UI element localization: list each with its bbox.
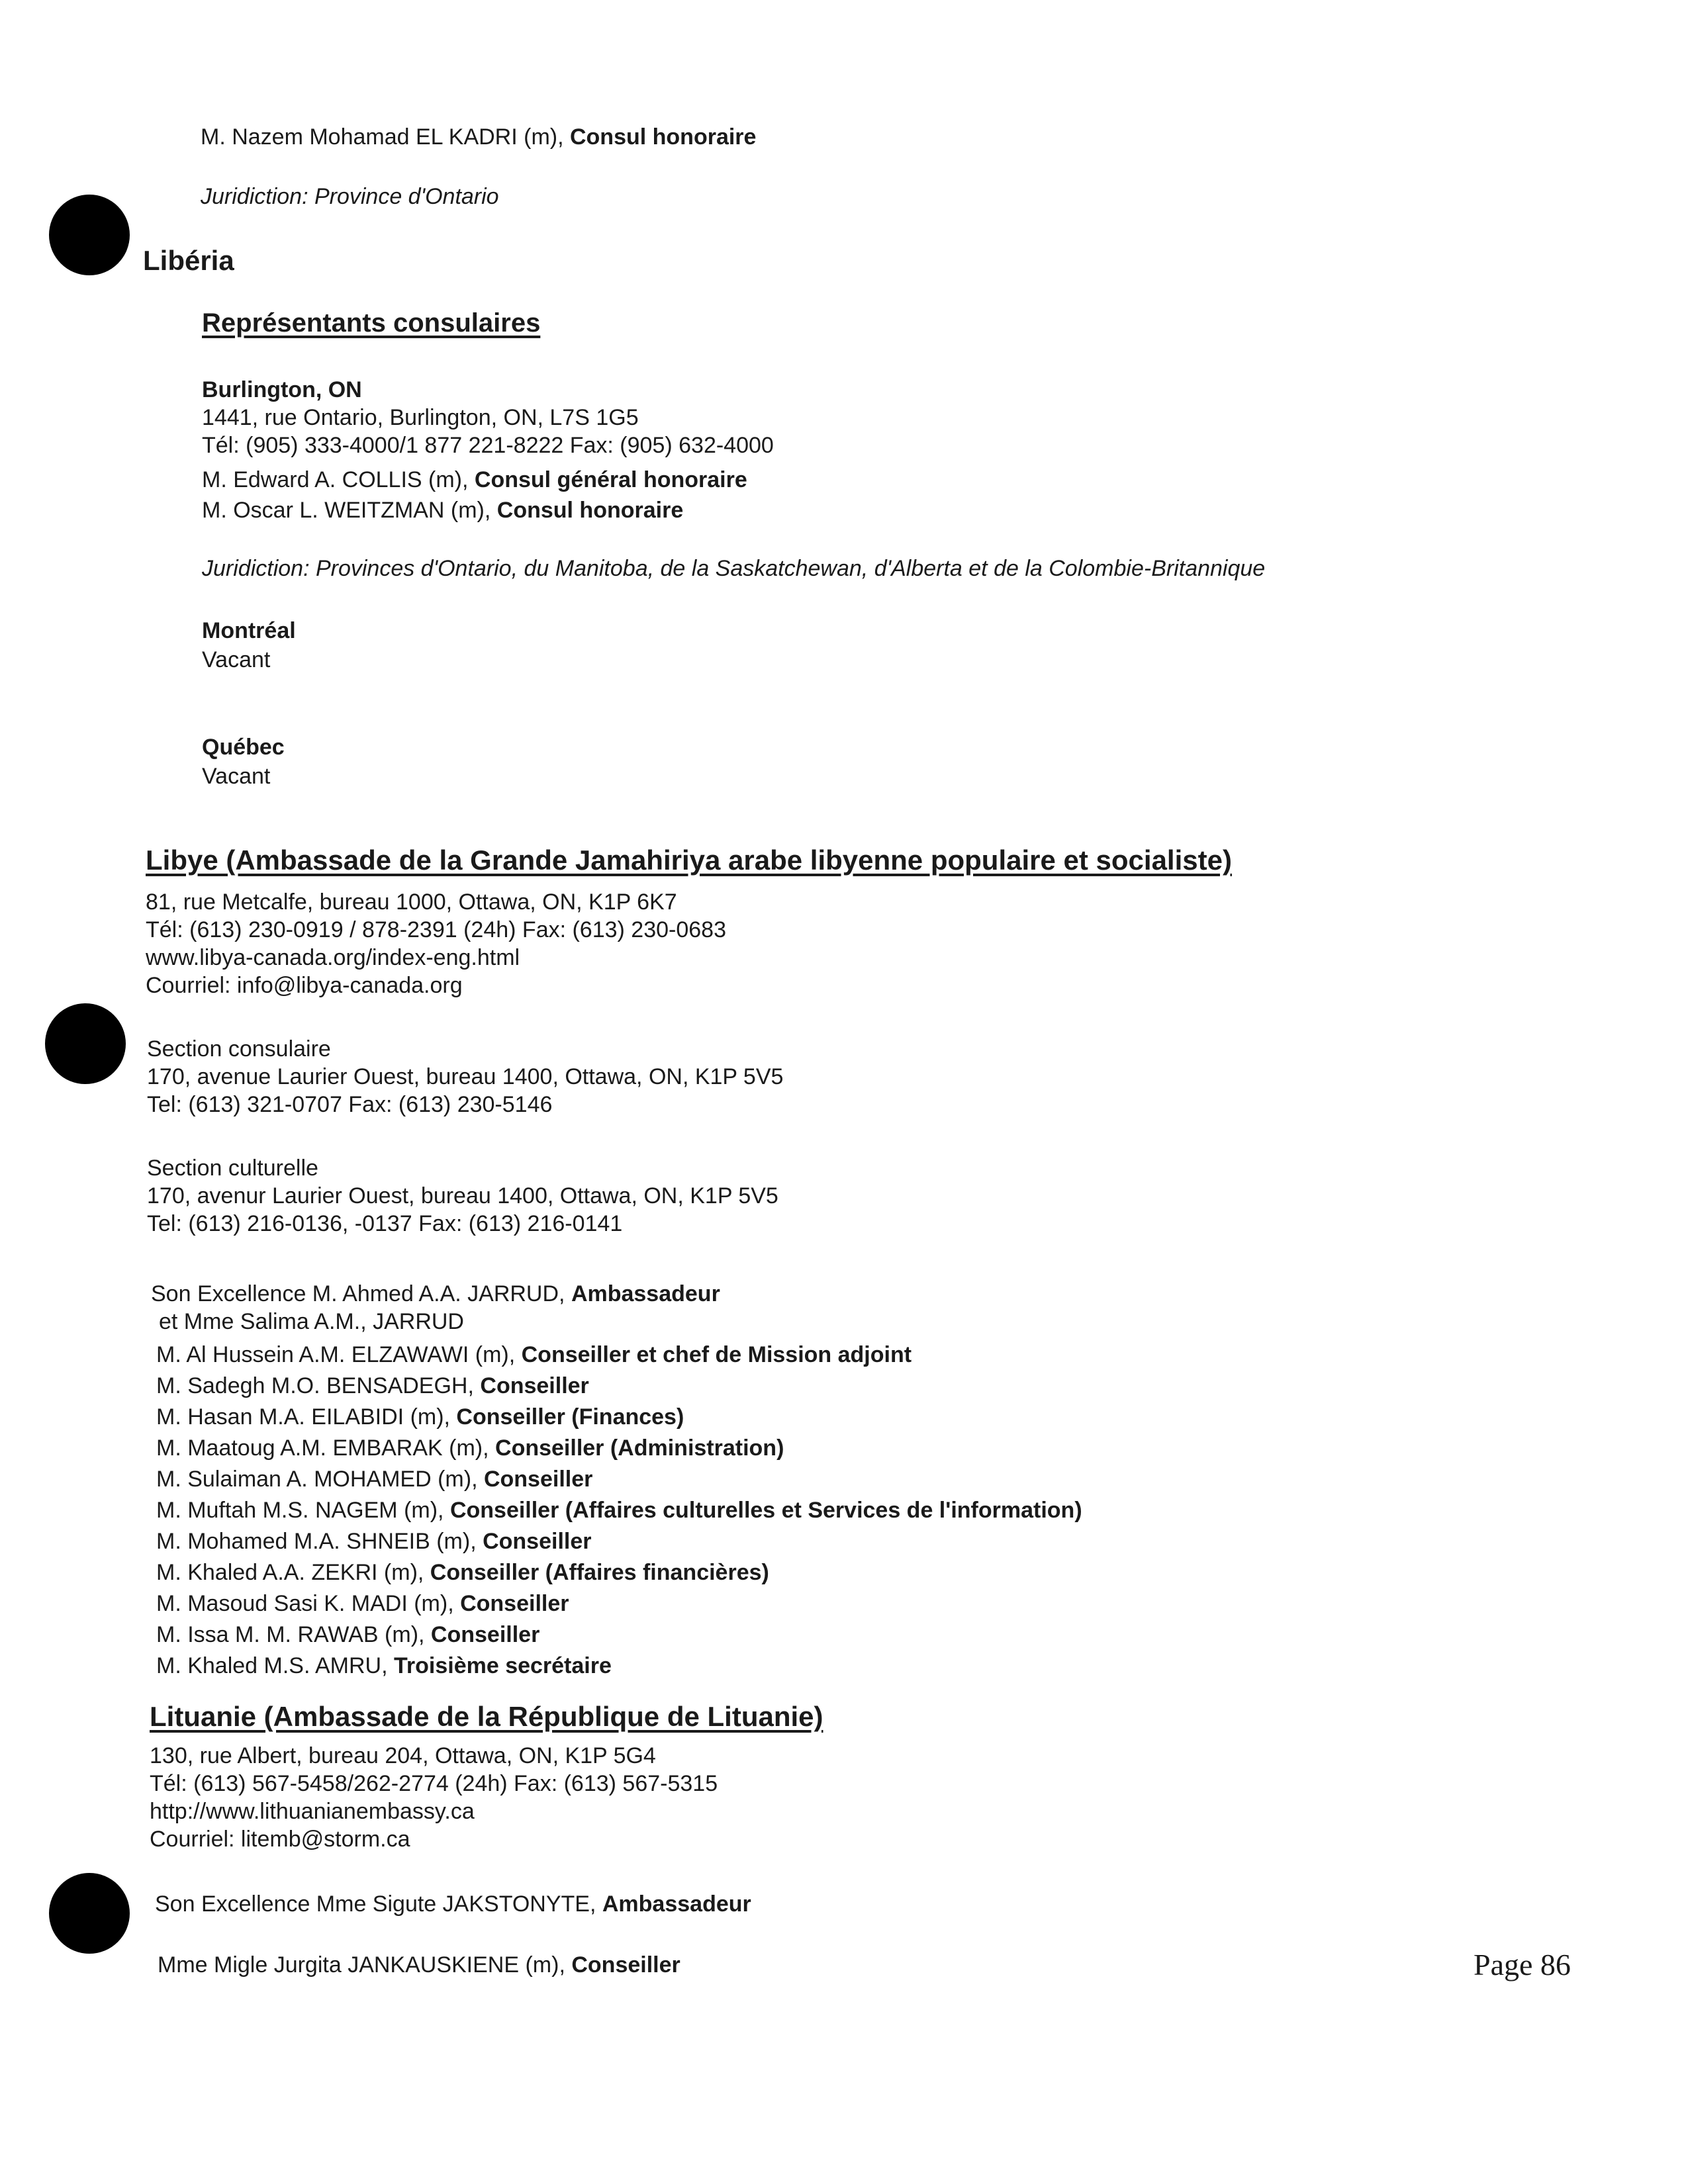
email: Courriel: info@libya-canada.org [146, 973, 463, 998]
email: Courriel: litemb@storm.ca [150, 1827, 410, 1852]
staff-name: M. Khaled M.S. AMRU, [156, 1653, 394, 1678]
address: 1441, rue Ontario, Burlington, ON, L7S 1G5 [202, 405, 639, 430]
staff-line [156, 1434, 784, 1462]
staff-line [156, 1652, 612, 1680]
staff-title: Conseiller et chef de Mission adjoint [521, 1342, 912, 1367]
staff-line [202, 466, 747, 494]
staff-title: Troisième secrétaire [394, 1653, 612, 1678]
website: www.libya-canada.org/index-eng.html [146, 945, 520, 970]
city-quebec: Québec [202, 735, 285, 760]
redaction-dot [45, 1003, 126, 1084]
ambassador-line [151, 1280, 720, 1308]
staff-title: Conseiller (Administration) [495, 1435, 784, 1461]
staff-name: Son Excellence Mme Sigute JAKSTONYTE, [155, 1891, 602, 1917]
kadri-jurisdiction: Juridiction: Province d'Ontario [201, 184, 499, 209]
staff-title: Conseiller [480, 1373, 589, 1398]
status: Vacant [202, 764, 271, 789]
staff-title: Conseiller [483, 1529, 592, 1554]
spouse-line: et Mme Salima A.M., JARRUD [159, 1309, 464, 1334]
phone: Tél: (613) 230-0919 / 878-2391 (24h) Fax: (613) 230-0683 [146, 917, 726, 942]
staff-name: M. Nazem Mohamad EL KADRI (m), [201, 124, 570, 150]
staff-line [156, 1341, 912, 1369]
staff-name: M. Oscar L. WEITZMAN (m), [202, 498, 497, 523]
staff-line [158, 1951, 680, 1979]
section-title: Représentants consulaires [202, 308, 541, 338]
staff-title: Ambassadeur [571, 1281, 720, 1306]
staff-line [156, 1621, 539, 1649]
address: 81, rue Metcalfe, bureau 1000, Ottawa, ON, K1P 6K7 [146, 889, 677, 915]
staff-line [156, 1372, 589, 1400]
staff-title: Conseiller (Affaires financières) [430, 1560, 769, 1585]
ambassador-line [155, 1890, 751, 1918]
staff-title: Consul général honoraire [474, 467, 747, 492]
page-number: Page 86 [1474, 1948, 1571, 1981]
staff-line [156, 1590, 569, 1617]
phone: Tél: (905) 333-4000/1 877 221-8222 Fax: (905) 632-4000 [202, 433, 774, 458]
cultural-label: Section culturelle [147, 1156, 318, 1181]
redaction-dot [49, 1873, 130, 1954]
website: http://www.lithuanianembassy.ca [150, 1799, 475, 1824]
staff-title: Conseiller [430, 1622, 540, 1647]
embassy-heading-libye: Libye (Ambassade de la Grande Jamahiriya arabe libyenne populaire et socialiste) [146, 844, 1232, 876]
staff-name: M. Edward A. COLLIS (m), [202, 467, 475, 492]
staff-line [156, 1527, 591, 1555]
staff-title: Conseiller (Finances) [456, 1404, 684, 1430]
phone: Tel: (613) 321-0707 Fax: (613) 230-5146 [147, 1092, 553, 1117]
staff-line [156, 1559, 769, 1586]
staff-title: Consul honoraire [569, 124, 757, 150]
staff-line [156, 1496, 1082, 1524]
staff-title: Conseiller [483, 1467, 593, 1492]
staff-name: M. Masoud Sasi K. MADI (m), [156, 1591, 461, 1616]
redaction-dot [49, 195, 130, 275]
staff-name: M. Sulaiman A. MOHAMED (m), [156, 1467, 484, 1492]
staff-name: M. Sadegh M.O. BENSADEGH, [156, 1373, 481, 1398]
phone: Tél: (613) 567-5458/262-2774 (24h) Fax: (613) 567-5315 [150, 1771, 718, 1796]
status: Vacant [202, 647, 271, 672]
city-montreal: Montréal [202, 618, 296, 643]
phone: Tel: (613) 216-0136, -0137 Fax: (613) 216-0141 [147, 1211, 623, 1236]
staff-line [156, 1403, 684, 1431]
staff-name: M. Maatoug A.M. EMBARAK (m), [156, 1435, 496, 1461]
staff-line [202, 496, 683, 524]
address: 170, avenur Laurier Ouest, bureau 1400, Ottawa, ON, K1P 5V5 [147, 1183, 778, 1208]
address: 130, rue Albert, bureau 204, Ottawa, ON, K1P 5G4 [150, 1743, 656, 1768]
country-liberia: Libéria [143, 245, 234, 276]
staff-title: Conseiller [571, 1952, 680, 1978]
jurisdiction: Juridiction: Provinces d'Ontario, du Manitoba, de la Saskatchewan, d'Alberta et de la Colombie-Britannique [202, 556, 1266, 581]
staff-name: M. Mohamed M.A. SHNEIB (m), [156, 1529, 483, 1554]
city-burlington: Burlington, ON [202, 377, 362, 402]
staff-line [156, 1465, 592, 1493]
staff-name: M. Al Hussein A.M. ELZAWAWI (m), [156, 1342, 522, 1367]
staff-name: Mme Migle Jurgita JANKAUSKIENE (m), [158, 1952, 572, 1978]
address: 170, avenue Laurier Ouest, bureau 1400, Ottawa, ON, K1P 5V5 [147, 1064, 784, 1089]
staff-name: M. Issa M. M. RAWAB (m), [156, 1622, 431, 1647]
staff-title: Conseiller (Affaires culturelles et Services de l'information) [449, 1498, 1082, 1523]
staff-title: Ambassadeur [602, 1891, 751, 1917]
staff-name: M. Muftah M.S. NAGEM (m), [156, 1498, 450, 1523]
embassy-heading-lituanie: Lituanie (Ambassade de la République de Lituanie) [150, 1701, 823, 1732]
staff-title: Consul honoraire [496, 498, 684, 523]
staff-name: M. Hasan M.A. EILABIDI (m), [156, 1404, 457, 1430]
staff-name: Son Excellence M. Ahmed A.A. JARRUD, [151, 1281, 571, 1306]
staff-title: Conseiller [460, 1591, 569, 1616]
kadri-line [201, 123, 756, 151]
consular-label: Section consulaire [147, 1036, 331, 1062]
staff-name: M. Khaled A.A. ZEKRI (m), [156, 1560, 430, 1585]
